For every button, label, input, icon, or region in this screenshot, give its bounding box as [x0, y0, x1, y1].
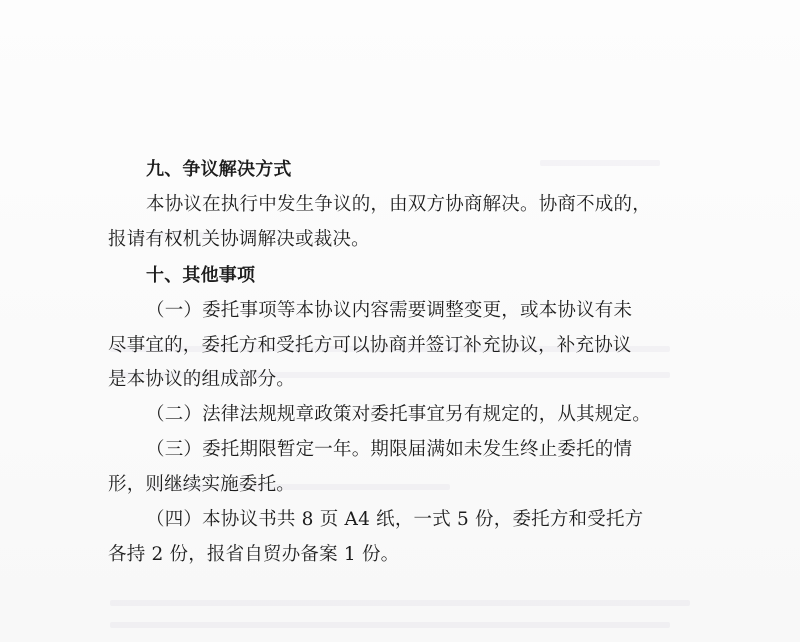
paragraph-line: 报请有权机关协调解决或裁决。: [108, 229, 370, 250]
clause-2-line: （二）法律法规规章政策对委托事宜另有规定的，从其规定。: [146, 404, 651, 425]
clause-1-line: 尽事宜的，委托方和受托方可以协商并签订补充协议，补充协议: [108, 335, 632, 356]
bleed-mark: [110, 622, 670, 628]
bleed-mark: [540, 160, 660, 166]
clause-3-line: （三）委托期限暂定一年。期限届满如未发生终止委托的情: [146, 439, 633, 460]
clause-4-line: 各持 2 份，报省自贸办备案 1 份。: [108, 544, 400, 565]
bleed-mark: [110, 600, 690, 606]
section-heading-other-matters: 十、其他事项: [146, 265, 256, 286]
section-heading-dispute-resolution: 九、争议解决方式: [146, 159, 292, 180]
clause-3-line: 形，则继续实施委托。: [108, 474, 296, 495]
clause-4-line: （四）本协议书共 8 页 A4 纸，一式 5 份，委托方和受托方: [146, 509, 644, 530]
clause-1-line: 是本协议的组成部分。: [108, 369, 296, 390]
clause-1-line: （一）委托事项等本协议内容需要调整变更，或本协议有未: [146, 300, 633, 321]
paragraph-line: 本协议在执行中发生争议的，由双方协商解决。协商不成的，: [146, 194, 651, 215]
